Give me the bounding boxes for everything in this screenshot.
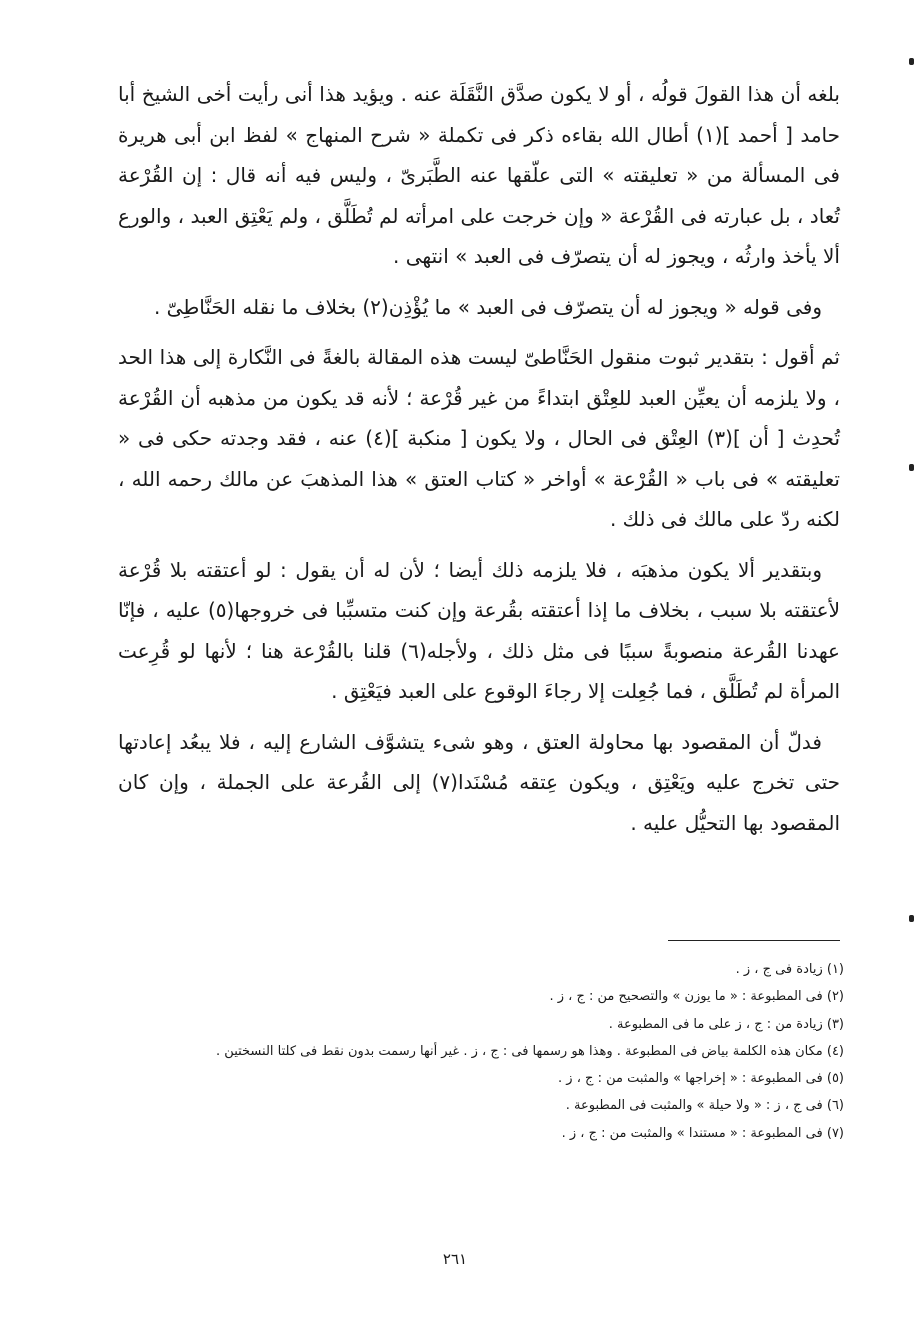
footnote: (٧) فى المطبوعة : « مستندا » والمثبت من : ج ، ز . <box>561 1125 844 1141</box>
margin-mark <box>909 58 914 65</box>
paragraph: بلغه أن هذا القولَ قولُه ، أو لا يكون صدَّق النَّقَلَة عنه . ويؤيد هذا أنى رأيت أخى الشيخ أبا حامد [ أحمد ](١) أطال الله بقاءه ذكر فى تكملة « شرح المنهاج » لفظ ابن أبى هريرة فى المسألة من « تعليقته » التى علّقها عنه الطَّبَرىّ ، وليس فيه أنه قال : إن القُرْعة تُعاد ، بل عبارته فى القُرْعة « وإن خرجت على امرأته لم تُطَلَّق ، ولم يَعْتِق العبد ، والورع ألا يأخذ وارثُه ، ويجوز له أن يتصرّف فى العبد » انتهى . <box>118 82 840 268</box>
paragraph: وبتقدير ألا يكون مذهبَه ، فلا يلزمه ذلك أيضا ؛ لأن له أن يقول : لو أعتقته بلا قُرْعة لأعتقته بلا سبب ، بخلاف ما إذا أعتقته بقُرعة وإن كنت متسبِّبا فى خروجها(٥) عليه ، فإنّا عهدنا القُرعة منصوبةً سببًا فى مثل ذلك ، ولأجله(٦) قلنا بالقُرْعة هنا ؛ لأنها لو قُرِعت المرأة لم تُطَلَّق ، فما جُعِلت إلا رجاءَ الوقوع على العبد فيَعْتِق . <box>118 557 840 703</box>
footnote: (٥) فى المطبوعة : « إخراجها » والمثبت من : ج ، ز . <box>558 1071 844 1087</box>
footnote-divider <box>668 940 840 941</box>
margin-mark <box>909 464 914 471</box>
footnote: (٤) مكان هذه الكلمة بياض فى المطبوعة . وهذا هو رسمها فى : ج ، ز . غير أنها رسمت بدون نقط فى كلتا النسختين . <box>216 1043 844 1059</box>
paragraph: وفى قوله « ويجوز له أن يتصرّف فى العبد » ما يُؤْذِن(٢) بخلاف ما نقله الحَنَّاطِىّ . <box>153 294 822 319</box>
footnote: (٢) فى المطبوعة : « ما يوزن » والتصحيح من : ج ، ز . <box>549 989 844 1005</box>
paragraph: ثم أقول : بتقدير ثبوت منقول الحَنَّاطىّ ليست هذه المقالة بالغةً فى النَّكارة إلى هذا الحد ، ولا يلزمه أن يعيِّن العبد للعِتْق ابتداءً من غير قُرْعة ؛ لأنه قد يكون من مذهبه أن القُرْعة تُحدِث [ أن ](٣) العِتْق فى الحال ، ولا يكون [ منكبة ](٤) عنه ، فقد وجدته حكى فى « تعليقته » فى باب « القُرْعة » أواخر « كتاب العتق » هذا المذهبَ عن مالك رحمه الله ، لكنه ردّ على مالك فى ذلك . <box>118 345 841 531</box>
footnote: (٦) فى ج ، ز : « ولا حيلة » والمثبت فى المطبوعة . <box>565 1098 844 1114</box>
footnote: (١) زيادة فى ج ، ز . <box>735 962 844 977</box>
margin-mark <box>909 915 914 922</box>
page-number: ٢٦١ <box>442 1250 468 1268</box>
main-text <box>118 74 840 853</box>
paragraph: فدلّ أن المقصود بها محاولة العتق ، وهو شىء يتشوَّف الشارع إليه ، فلا يبعُد إعادتها حتى تخرج عليه ويَعْتِق ، ويكون عِتقه مُسْنَدا(٧) إلى القُرعة على الجملة ، وإن كان المقصود بها التحيُّل عليه . <box>118 729 840 835</box>
footnote: (٣) زيادة من : ج ، ز على ما فى المطبوعة . <box>608 1016 844 1032</box>
footnotes <box>100 956 844 1147</box>
